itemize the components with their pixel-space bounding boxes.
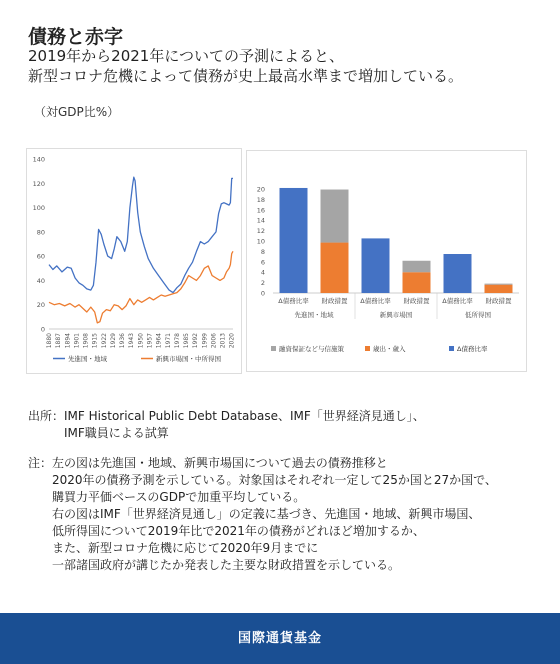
series-line [49, 177, 233, 292]
bar-segment [403, 261, 431, 272]
group-label: 新興市場国 [379, 311, 413, 319]
category-label: 財政措置 [321, 297, 348, 305]
note-line: 一部諸国政府が講じたか発表した主要な財政措置を示している。 [52, 558, 401, 572]
x-tick-label: 1950 [137, 333, 145, 349]
note-line: 右の図はIMF「世界経済見通し」の定義に基づき、先進国・地域、新興市場国、 [52, 507, 481, 521]
category-label: Δ債務比率 [278, 297, 309, 305]
y-tick-label: 16 [256, 206, 265, 215]
y-tick-label: 100 [32, 204, 45, 213]
y-tick-label: 60 [36, 252, 45, 261]
category-label: 財政措置 [485, 297, 512, 305]
y-tick-label: 20 [256, 185, 265, 194]
x-tick-label: 1908 [82, 333, 90, 349]
bar-segment [485, 285, 513, 293]
x-tick-label: 1985 [183, 333, 191, 349]
x-tick-label: 1957 [146, 333, 154, 349]
explanatory-note [28, 455, 543, 574]
legend-swatch [365, 346, 370, 351]
line-chart [27, 149, 241, 373]
note-line: また、新型コロナ危機に応じて2020年9月までに [52, 541, 319, 555]
y-tick-label: 140 [32, 155, 45, 164]
x-tick-label: 1894 [64, 333, 72, 349]
x-tick-label: 1880 [46, 333, 53, 349]
x-tick-label: 1978 [173, 333, 181, 349]
legend-label: 新興市場国・中所得国 [156, 355, 221, 363]
y-tick-label: 10 [256, 237, 265, 246]
x-tick-label: 2020 [228, 333, 236, 349]
source-line-2: IMF職員による試算 [64, 426, 169, 440]
source-line-1: IMF Historical Public Debt Database、IMF「世界経済見通し」、 [64, 409, 425, 423]
bar-segment [362, 238, 390, 293]
y-tick-label: 0 [260, 289, 265, 298]
x-tick-label: 2013 [219, 333, 227, 349]
category-label: 財政措置 [403, 297, 430, 305]
x-tick-label: 1936 [119, 333, 127, 349]
x-tick-label: 2006 [210, 333, 218, 349]
note-line: 左の図は先進国・地域、新興市場国について過去の債務推移と [52, 456, 388, 470]
y-tick-label: 120 [32, 179, 45, 188]
y-tick-label: 2 [260, 279, 265, 288]
x-tick-label: 1971 [164, 333, 172, 349]
legend-label: 歳出・歳入 [373, 345, 406, 353]
bar-chart-panel [246, 150, 527, 372]
y-tick-label: 18 [256, 195, 265, 204]
x-tick-label: 1922 [100, 333, 108, 349]
y-tick-label: 0 [40, 325, 45, 334]
y-tick-label: 8 [260, 247, 265, 256]
x-tick-label: 1901 [73, 333, 81, 349]
legend-swatch [271, 346, 276, 351]
legend-label: 融資保証など与信施策 [279, 345, 344, 353]
legend-swatch [449, 346, 454, 351]
subtitle-line-2: 新型コロナ危機によって債務が史上最高水準まで増加している。 [28, 67, 464, 85]
note-line: 低所得国について2019年比で2021年の債務がどれほど増加するか、 [52, 524, 425, 538]
bar-chart [247, 151, 526, 371]
note-label: 注： [28, 456, 53, 470]
bar-segment [321, 190, 349, 243]
bar-segment [485, 284, 513, 285]
y-tick-label: 4 [260, 268, 265, 277]
y-tick-label: 12 [256, 227, 265, 236]
x-tick-label: 1992 [192, 333, 200, 349]
bar-segment [321, 243, 349, 293]
group-label: 低所得国 [465, 311, 491, 319]
unit-label: （対GDP比%） [34, 105, 120, 119]
category-label: Δ債務比率 [360, 297, 391, 305]
x-tick-label: 1915 [91, 333, 99, 349]
x-tick-label: 1999 [201, 333, 209, 349]
y-tick-label: 20 [36, 301, 45, 310]
chart-title: 債務と赤字 [28, 26, 124, 48]
x-tick-label: 1929 [109, 333, 117, 349]
y-tick-label: 40 [36, 276, 45, 285]
footer-banner [0, 613, 560, 664]
legend-label: 先進国・地域 [68, 355, 107, 363]
bar-segment [280, 188, 308, 293]
bar-segment [444, 254, 472, 293]
bar-segment [403, 272, 431, 293]
y-tick-label: 14 [256, 216, 265, 225]
note-line: 2020年の債務予測を示している。対象国はそれぞれ一定して25か国と27か国で、 [52, 473, 497, 487]
line-chart-panel [26, 148, 242, 374]
y-tick-label: 80 [36, 228, 45, 237]
series-line [49, 251, 233, 323]
note-line: 購買力平価ベースのGDPで加重平均している。 [52, 490, 306, 504]
group-label: 先進国・地域 [294, 311, 334, 319]
source-label: 出所： [28, 409, 65, 423]
source-note [28, 408, 543, 442]
y-tick-label: 6 [260, 258, 265, 267]
legend-label: Δ債務比率 [457, 345, 488, 353]
chart-subtitle [28, 46, 548, 86]
x-tick-label: 1887 [55, 333, 63, 349]
x-tick-label: 1964 [155, 333, 163, 349]
subtitle-line-1: 2019年から2021年についての予測によると、 [28, 47, 345, 65]
category-label: Δ債務比率 [442, 297, 473, 305]
notes-section [28, 408, 543, 574]
footer-org-name: 国際通貨基金 [237, 631, 322, 646]
x-tick-label: 1943 [128, 333, 136, 349]
